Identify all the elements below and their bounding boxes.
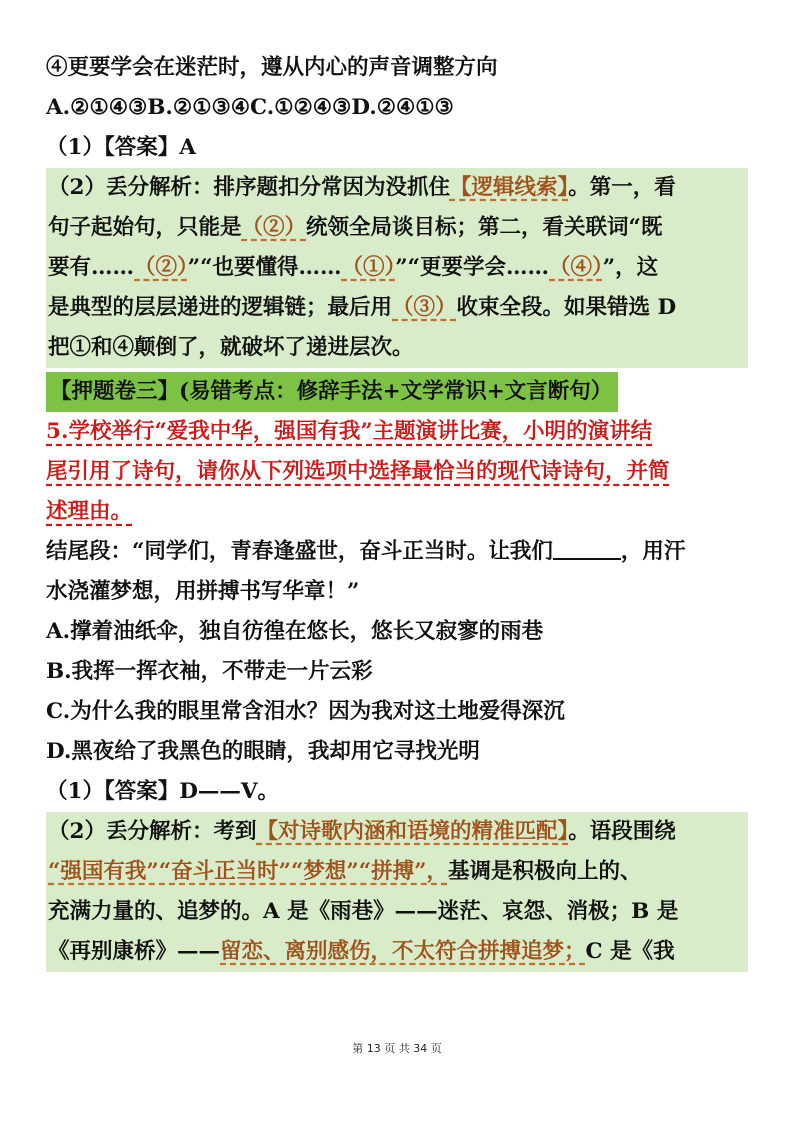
answer-line: （1）【答案】D——V。 — [46, 779, 280, 804]
question-5-line: 尾引用了诗句，请你从下列选项中选择最恰当的现代诗诗句，并简 — [46, 459, 670, 484]
option-line-4: ④更要学会在迷茫时，遵从内心的声音调整方向 — [46, 55, 498, 80]
analysis-text: （2）丢分解析：排序题扣分常因为没抓住 — [48, 175, 450, 200]
highlight-keyword: （④） — [549, 255, 603, 280]
highlight-keyword: （①） — [341, 255, 396, 280]
analysis-text: （2）丢分解析：考到 — [48, 819, 257, 844]
analysis-text: 基调是积极向上的、 — [447, 859, 642, 884]
analysis-text: 《再别康桥》—— — [48, 939, 221, 964]
passage-text: ，用汗 — [620, 539, 686, 564]
highlight-keyword: （②） — [134, 255, 188, 280]
option-b: B.我挥一挥衣袖，不带走一片云彩 — [46, 659, 373, 684]
option-c: C.为什么我的眼里常含泪水？因为我对这土地爱得深沉 — [46, 699, 565, 724]
analysis-text: 是典型的层层递进的逻辑链；最后用 — [48, 295, 393, 320]
highlight-keyword: 留恋、离别感伤，不太符合拼搏追梦； — [220, 939, 586, 964]
highlight-keyword: 【逻辑线索】 — [449, 175, 569, 200]
section-title: 【押题卷三】(易错考点：修辞手法+文学常识+文言断句） — [46, 372, 618, 412]
analysis-text: 把①和④颠倒了，就破坏了递进层次。 — [48, 335, 414, 360]
choice-options: A.②①④③B.②①③④C.①②④③D.②④①③ — [46, 95, 454, 120]
passage-text: 水浇灌梦想，用拼搏书写华章！” — [46, 579, 360, 604]
analysis-text: 收束全段。如果错选 D — [456, 295, 677, 320]
analysis-text: 。语段围绕 — [568, 819, 676, 844]
document-page — [46, 48, 748, 972]
highlight-keyword: （③） — [392, 295, 457, 320]
analysis-block-1 — [46, 168, 748, 368]
analysis-text: 句子起始句，只能是 — [48, 215, 242, 240]
highlight-keyword: 【对诗歌内涵和语境的精准匹配】 — [256, 819, 569, 844]
option-d: D.黑夜给了我黑色的眼睛，我却用它寻找光明 — [46, 739, 480, 764]
question-5-line: 5.学校举行“爱我中华，强国有我”主题演讲比赛，小明的演讲结 — [46, 419, 653, 444]
analysis-text: ”“也要懂得…… — [187, 255, 342, 280]
analysis-text: ”，这 — [602, 255, 659, 280]
analysis-text: 要有…… — [48, 255, 135, 280]
page-footer: 第 13 页 共 34 页 — [352, 1042, 442, 1055]
highlight-keyword: （②） — [241, 215, 307, 240]
analysis-text: ”“更要学会…… — [395, 255, 550, 280]
question-5-line: 述理由。 — [46, 499, 133, 524]
option-a: A.撑着油纸伞，独自彷徨在悠长，悠长又寂寥的雨巷 — [46, 619, 544, 644]
answer-line: （1）【答案】A — [46, 135, 196, 160]
analysis-text: 。第一，看 — [568, 175, 676, 200]
analysis-text: C 是《我 — [585, 939, 675, 964]
fill-blank — [553, 534, 621, 560]
analysis-text: 充满力量的、追梦的。A 是《雨巷》——迷茫、哀怨、消极；B 是 — [48, 899, 679, 924]
highlight-keyword: “强国有我”“奋斗正当时”“梦想”“拼搏”， — [48, 859, 448, 884]
analysis-text: 统领全局谈目标；第二，看关联词“既 — [306, 215, 663, 240]
passage-text: 结尾段：“同学们，青春逢盛世，奋斗正当时。让我们 — [46, 539, 553, 564]
analysis-block-2 — [46, 812, 748, 972]
